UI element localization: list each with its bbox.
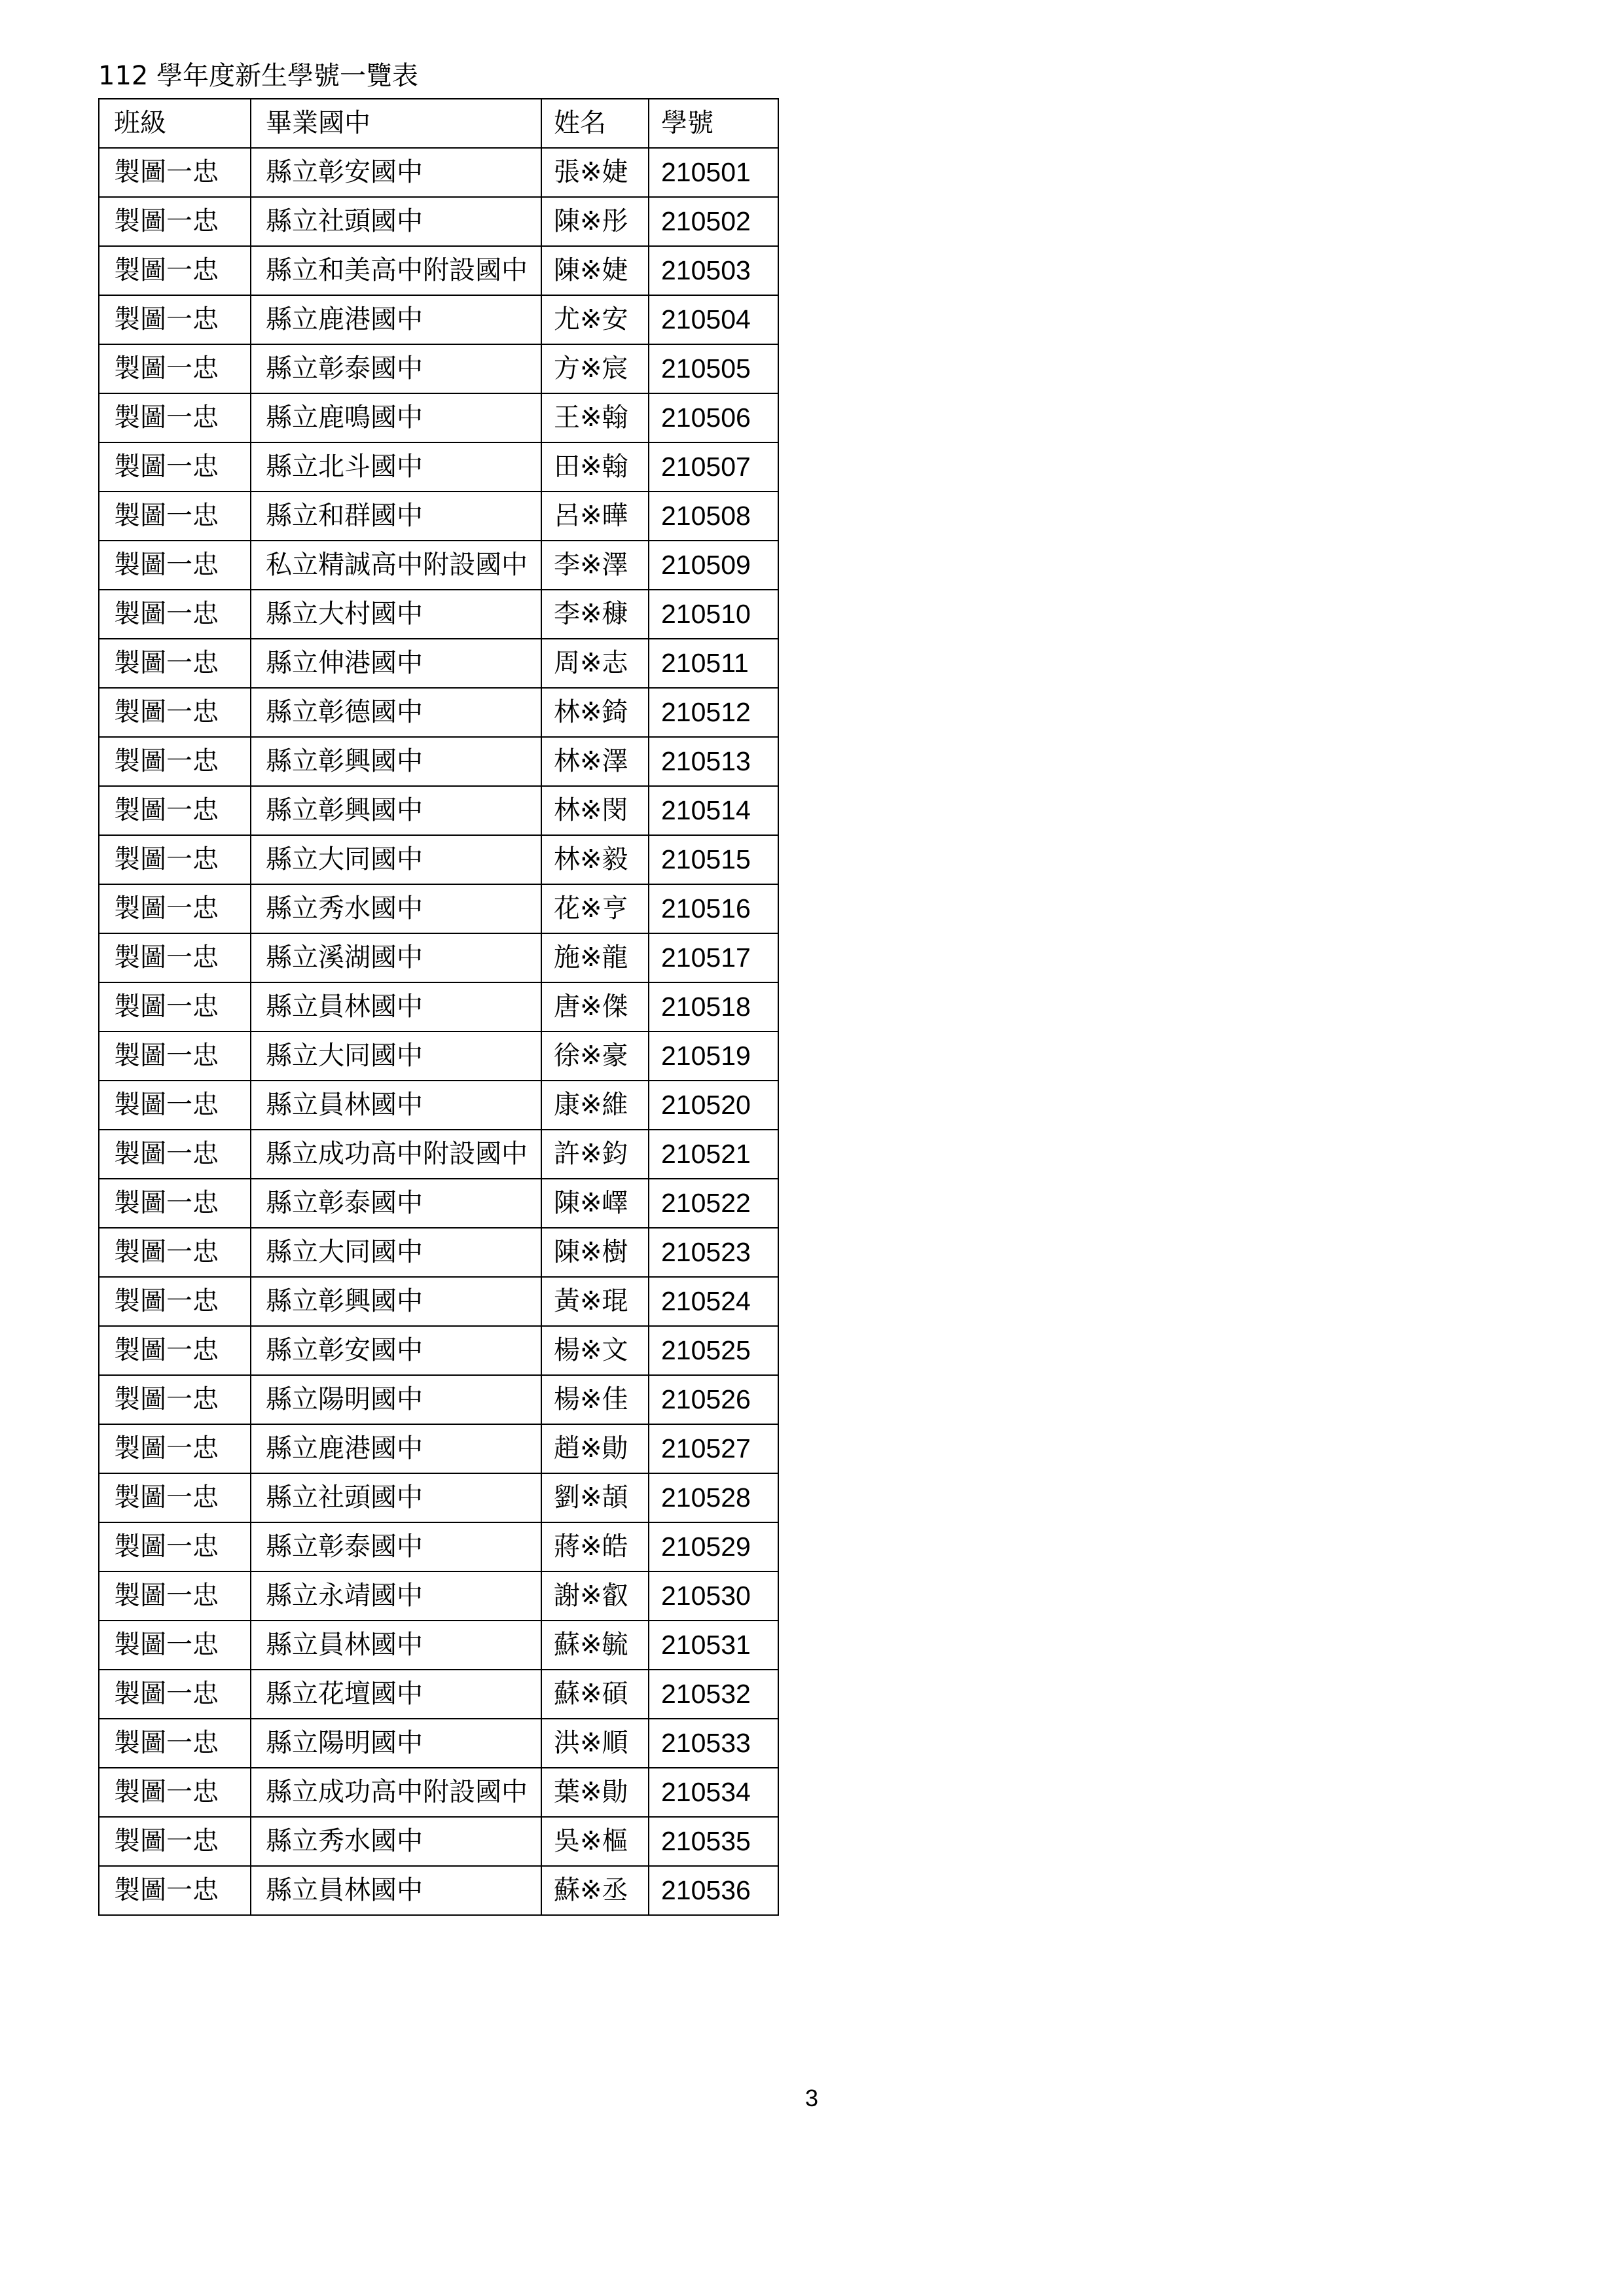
table-row [99,246,778,295]
table-row [99,1719,778,1768]
cell-class: 製圖一忠 [99,1130,251,1179]
cell-class: 製圖一忠 [99,1081,251,1130]
table-row [99,1277,778,1326]
cell-name: 徐※豪 [541,1031,649,1081]
table-row [99,982,778,1031]
cell-name: 黃※琨 [541,1277,649,1326]
table-row [99,344,778,393]
cell-school: 縣立和群國中 [251,492,541,541]
cell-class: 製圖一忠 [99,1277,251,1326]
cell-student-id: 210521 [649,1130,778,1179]
header-name: 姓名 [541,99,649,148]
cell-class: 製圖一忠 [99,1179,251,1228]
cell-name: 陳※樹 [541,1228,649,1277]
cell-student-id: 210504 [649,295,778,344]
cell-class: 製圖一忠 [99,1031,251,1081]
cell-student-id: 210529 [649,1522,778,1571]
cell-school: 縣立大同國中 [251,1228,541,1277]
cell-school: 私立精誠高中附設國中 [251,541,541,590]
cell-student-id: 210524 [649,1277,778,1326]
cell-student-id: 210513 [649,737,778,786]
cell-name: 蘇※丞 [541,1866,649,1915]
cell-student-id: 210511 [649,639,778,688]
table-row [99,492,778,541]
cell-school: 縣立彰興國中 [251,737,541,786]
cell-student-id: 210535 [649,1817,778,1866]
cell-student-id: 210514 [649,786,778,835]
cell-school: 縣立社頭國中 [251,1473,541,1522]
table-row [99,1866,778,1915]
cell-class: 製圖一忠 [99,393,251,442]
table-row [99,1621,778,1670]
header-student-id: 學號 [649,99,778,148]
document-title: 112 學年度新生學號一覽表 [98,61,419,91]
table-row [99,1228,778,1277]
cell-school: 縣立陽明國中 [251,1375,541,1424]
cell-class: 製圖一忠 [99,148,251,197]
cell-student-id: 210510 [649,590,778,639]
cell-student-id: 210522 [649,1179,778,1228]
cell-class: 製圖一忠 [99,1768,251,1817]
cell-name: 方※宸 [541,344,649,393]
cell-student-id: 210505 [649,344,778,393]
cell-student-id: 210528 [649,1473,778,1522]
cell-student-id: 210506 [649,393,778,442]
table-row [99,1326,778,1375]
cell-class: 製圖一忠 [99,1375,251,1424]
cell-class: 製圖一忠 [99,197,251,246]
cell-class: 製圖一忠 [99,541,251,590]
cell-class: 製圖一忠 [99,1522,251,1571]
cell-student-id: 210518 [649,982,778,1031]
table-row [99,933,778,982]
table-row [99,393,778,442]
cell-student-id: 210532 [649,1670,778,1719]
cell-school: 縣立彰泰國中 [251,344,541,393]
table-row [99,737,778,786]
table-row [99,1179,778,1228]
cell-school: 縣立秀水國中 [251,884,541,933]
cell-name: 陳※嶧 [541,1179,649,1228]
cell-name: 林※澤 [541,737,649,786]
cell-school: 縣立員林國中 [251,1866,541,1915]
table-header-row [99,99,778,148]
cell-school: 縣立大同國中 [251,835,541,884]
table-row [99,1571,778,1621]
table-row [99,197,778,246]
header-school: 畢業國中 [251,99,541,148]
cell-name: 林※閔 [541,786,649,835]
cell-class: 製圖一忠 [99,835,251,884]
cell-class: 製圖一忠 [99,492,251,541]
cell-school: 縣立彰興國中 [251,786,541,835]
table-row [99,1473,778,1522]
cell-name: 葉※勛 [541,1768,649,1817]
cell-school: 縣立成功高中附設國中 [251,1768,541,1817]
cell-class: 製圖一忠 [99,590,251,639]
page-number: 3 [804,2085,819,2111]
cell-class: 製圖一忠 [99,246,251,295]
cell-name: 劉※頡 [541,1473,649,1522]
cell-name: 林※毅 [541,835,649,884]
cell-class: 製圖一忠 [99,1326,251,1375]
cell-student-id: 210531 [649,1621,778,1670]
cell-name: 林※錡 [541,688,649,737]
cell-name: 呂※曄 [541,492,649,541]
cell-school: 縣立伸港國中 [251,639,541,688]
cell-name: 蔣※皓 [541,1522,649,1571]
cell-school: 縣立彰泰國中 [251,1522,541,1571]
cell-school: 縣立秀水國中 [251,1817,541,1866]
cell-class: 製圖一忠 [99,737,251,786]
cell-name: 謝※叡 [541,1571,649,1621]
cell-name: 康※維 [541,1081,649,1130]
cell-class: 製圖一忠 [99,786,251,835]
cell-student-id: 210516 [649,884,778,933]
table-row [99,835,778,884]
cell-school: 縣立大同國中 [251,1031,541,1081]
cell-student-id: 210530 [649,1571,778,1621]
cell-student-id: 210526 [649,1375,778,1424]
cell-class: 製圖一忠 [99,1228,251,1277]
cell-student-id: 210509 [649,541,778,590]
cell-school: 縣立彰興國中 [251,1277,541,1326]
cell-name: 李※穅 [541,590,649,639]
cell-class: 製圖一忠 [99,1866,251,1915]
cell-school: 縣立彰德國中 [251,688,541,737]
table-row [99,1522,778,1571]
table-body [99,99,778,1915]
cell-name: 趙※勛 [541,1424,649,1473]
table-row [99,639,778,688]
cell-student-id: 210527 [649,1424,778,1473]
table-row [99,295,778,344]
cell-class: 製圖一忠 [99,688,251,737]
cell-student-id: 210507 [649,442,778,492]
cell-school: 縣立陽明國中 [251,1719,541,1768]
cell-school: 縣立彰安國中 [251,148,541,197]
cell-class: 製圖一忠 [99,1719,251,1768]
table-row [99,884,778,933]
table-row [99,442,778,492]
cell-student-id: 210525 [649,1326,778,1375]
cell-name: 洪※順 [541,1719,649,1768]
table-row [99,1375,778,1424]
cell-name: 楊※文 [541,1326,649,1375]
cell-student-id: 210520 [649,1081,778,1130]
cell-school: 縣立永靖國中 [251,1571,541,1621]
cell-class: 製圖一忠 [99,442,251,492]
cell-name: 周※志 [541,639,649,688]
cell-school: 縣立員林國中 [251,1621,541,1670]
cell-class: 製圖一忠 [99,1473,251,1522]
cell-class: 製圖一忠 [99,1670,251,1719]
cell-student-id: 210512 [649,688,778,737]
table-row [99,1031,778,1081]
table-row [99,590,778,639]
cell-school: 縣立鹿港國中 [251,295,541,344]
cell-name: 張※婕 [541,148,649,197]
cell-student-id: 210502 [649,197,778,246]
cell-school: 縣立溪湖國中 [251,933,541,982]
cell-name: 蘇※碩 [541,1670,649,1719]
cell-name: 唐※傑 [541,982,649,1031]
table-row [99,1768,778,1817]
cell-class: 製圖一忠 [99,933,251,982]
table-row [99,148,778,197]
table-row [99,1130,778,1179]
cell-school: 縣立員林國中 [251,982,541,1031]
cell-name: 蘇※毓 [541,1621,649,1670]
cell-student-id: 210517 [649,933,778,982]
cell-name: 尤※安 [541,295,649,344]
cell-class: 製圖一忠 [99,295,251,344]
cell-name: 王※翰 [541,393,649,442]
cell-name: 楊※佳 [541,1375,649,1424]
cell-name: 陳※彤 [541,197,649,246]
cell-class: 製圖一忠 [99,1621,251,1670]
cell-class: 製圖一忠 [99,982,251,1031]
cell-class: 製圖一忠 [99,344,251,393]
cell-class: 製圖一忠 [99,884,251,933]
table-row [99,786,778,835]
cell-class: 製圖一忠 [99,1424,251,1473]
cell-school: 縣立成功高中附設國中 [251,1130,541,1179]
cell-school: 縣立鹿鳴國中 [251,393,541,442]
cell-name: 李※澤 [541,541,649,590]
cell-school: 縣立北斗國中 [251,442,541,492]
cell-class: 製圖一忠 [99,639,251,688]
header-class: 班級 [99,99,251,148]
cell-student-id: 210508 [649,492,778,541]
table-row [99,1424,778,1473]
cell-student-id: 210501 [649,148,778,197]
table-row [99,1817,778,1866]
cell-school: 縣立彰泰國中 [251,1179,541,1228]
cell-student-id: 210503 [649,246,778,295]
cell-student-id: 210519 [649,1031,778,1081]
cell-name: 陳※婕 [541,246,649,295]
cell-school: 縣立彰安國中 [251,1326,541,1375]
cell-student-id: 210523 [649,1228,778,1277]
cell-school: 縣立社頭國中 [251,197,541,246]
cell-student-id: 210533 [649,1719,778,1768]
student-id-table [98,98,779,1916]
cell-school: 縣立鹿港國中 [251,1424,541,1473]
table-row [99,541,778,590]
cell-name: 許※鈞 [541,1130,649,1179]
table-row [99,1081,778,1130]
cell-student-id: 210515 [649,835,778,884]
cell-student-id: 210534 [649,1768,778,1817]
cell-student-id: 210536 [649,1866,778,1915]
cell-name: 花※亨 [541,884,649,933]
table-row [99,1670,778,1719]
cell-class: 製圖一忠 [99,1571,251,1621]
cell-class: 製圖一忠 [99,1817,251,1866]
cell-name: 田※翰 [541,442,649,492]
cell-school: 縣立員林國中 [251,1081,541,1130]
table-row [99,688,778,737]
cell-name: 施※龍 [541,933,649,982]
cell-name: 吳※樞 [541,1817,649,1866]
cell-school: 縣立花壇國中 [251,1670,541,1719]
cell-school: 縣立大村國中 [251,590,541,639]
cell-school: 縣立和美高中附設國中 [251,246,541,295]
